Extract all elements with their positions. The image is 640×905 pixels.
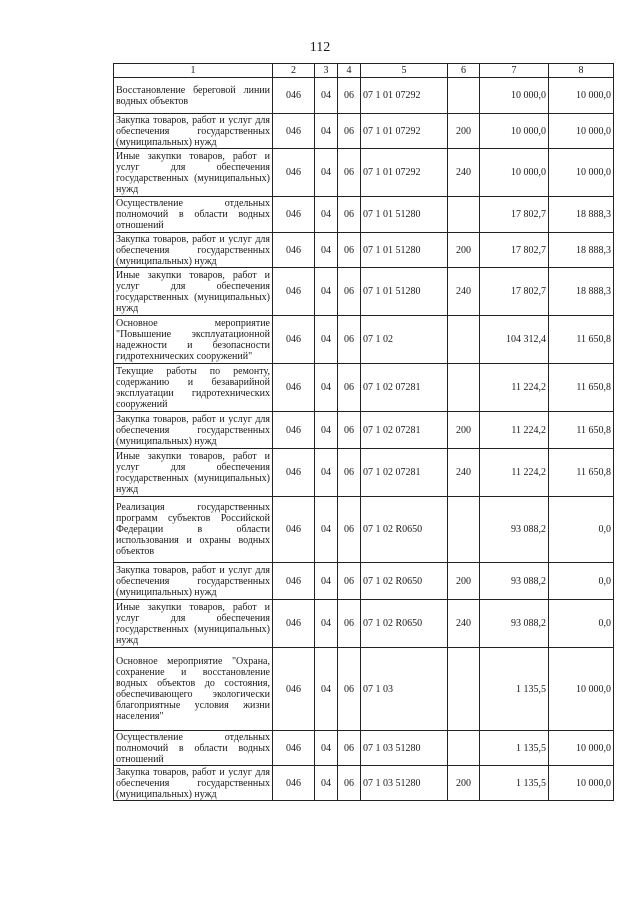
row-expense-type: 240 (448, 149, 480, 197)
row-name: Основное мероприятие "Повышение эксплуатационной надежности и безопасности гидротехнических сооружений" (114, 316, 273, 364)
row-subsection: 06 (338, 563, 361, 600)
row-amount-col8: 0,0 (549, 600, 614, 648)
column-header: 2 (273, 64, 315, 78)
row-code: 046 (273, 364, 315, 412)
row-amount-col8: 10 000,0 (549, 766, 614, 801)
column-header: 7 (480, 64, 549, 78)
row-amount-col8: 0,0 (549, 497, 614, 563)
row-name: Закупка товаров, работ и услуг для обеспечения государственных (муниципальных) нужд (114, 114, 273, 149)
row-amount-col8: 11 650,8 (549, 364, 614, 412)
row-expense-type (448, 648, 480, 731)
row-expense-type: 240 (448, 268, 480, 316)
row-expense-type (448, 731, 480, 766)
table-row (114, 233, 614, 268)
row-name: Иные закупки товаров, работ и услуг для обеспечения государственных (муниципальных) нужд (114, 449, 273, 497)
row-subsection: 06 (338, 731, 361, 766)
row-expense-type (448, 316, 480, 364)
row-code: 046 (273, 731, 315, 766)
column-header: 3 (315, 64, 338, 78)
column-header: 1 (114, 64, 273, 78)
table-row (114, 648, 614, 731)
table-row (114, 268, 614, 316)
row-amount-col7: 1 135,5 (480, 648, 549, 731)
row-code: 046 (273, 449, 315, 497)
row-amount-col7: 10 000,0 (480, 149, 549, 197)
row-code: 046 (273, 114, 315, 149)
table-row (114, 497, 614, 563)
row-section: 04 (315, 316, 338, 364)
row-code: 046 (273, 233, 315, 268)
row-target-article: 07 1 03 51280 (361, 731, 448, 766)
row-code: 046 (273, 563, 315, 600)
row-code: 046 (273, 197, 315, 233)
row-target-article: 07 1 01 51280 (361, 233, 448, 268)
row-section: 04 (315, 449, 338, 497)
row-expense-type (448, 364, 480, 412)
row-target-article: 07 1 02 07281 (361, 412, 448, 449)
row-amount-col7: 10 000,0 (480, 114, 549, 149)
row-name: Закупка товаров, работ и услуг для обеспечения государственных (муниципальных) нужд (114, 563, 273, 600)
row-expense-type (448, 78, 480, 114)
row-target-article: 07 1 02 R0650 (361, 600, 448, 648)
row-target-article: 07 1 02 (361, 316, 448, 364)
row-expense-type: 240 (448, 449, 480, 497)
table-row (114, 197, 614, 233)
row-amount-col8: 10 000,0 (549, 78, 614, 114)
row-expense-type (448, 497, 480, 563)
row-amount-col8: 11 650,8 (549, 412, 614, 449)
table-header-row (114, 64, 614, 78)
row-amount-col7: 1 135,5 (480, 766, 549, 801)
row-section: 04 (315, 766, 338, 801)
row-subsection: 06 (338, 149, 361, 197)
table-row (114, 449, 614, 497)
row-name: Реализация государственных программ субъектов Российской Федерации в области использования и охраны водных объектов (114, 497, 273, 563)
row-name: Закупка товаров, работ и услуг для обеспечения государственных (муниципальных) нужд (114, 412, 273, 449)
row-target-article: 07 1 03 51280 (361, 766, 448, 801)
row-code: 046 (273, 149, 315, 197)
table-row (114, 316, 614, 364)
table-row (114, 600, 614, 648)
row-target-article: 07 1 03 (361, 648, 448, 731)
column-header: 4 (338, 64, 361, 78)
row-subsection: 06 (338, 648, 361, 731)
row-amount-col7: 10 000,0 (480, 78, 549, 114)
row-code: 046 (273, 497, 315, 563)
table-row (114, 364, 614, 412)
row-amount-col8: 18 888,3 (549, 233, 614, 268)
row-subsection: 06 (338, 268, 361, 316)
budget-table (113, 63, 614, 801)
row-section: 04 (315, 648, 338, 731)
row-expense-type: 200 (448, 412, 480, 449)
row-section: 04 (315, 197, 338, 233)
row-amount-col8: 10 000,0 (549, 648, 614, 731)
row-amount-col7: 11 224,2 (480, 449, 549, 497)
row-name: Закупка товаров, работ и услуг для обеспечения государственных (муниципальных) нужд (114, 233, 273, 268)
row-section: 04 (315, 600, 338, 648)
row-target-article: 07 1 01 07292 (361, 114, 448, 149)
row-amount-col8: 10 000,0 (549, 149, 614, 197)
table-row (114, 114, 614, 149)
row-subsection: 06 (338, 114, 361, 149)
row-amount-col8: 18 888,3 (549, 197, 614, 233)
row-section: 04 (315, 114, 338, 149)
table-row (114, 731, 614, 766)
column-header: 8 (549, 64, 614, 78)
row-subsection: 06 (338, 316, 361, 364)
row-subsection: 06 (338, 449, 361, 497)
row-code: 046 (273, 78, 315, 114)
table-row (114, 766, 614, 801)
row-amount-col7: 17 802,7 (480, 268, 549, 316)
row-expense-type (448, 197, 480, 233)
table-row (114, 412, 614, 449)
row-section: 04 (315, 78, 338, 114)
row-target-article: 07 1 02 07281 (361, 449, 448, 497)
row-section: 04 (315, 731, 338, 766)
row-section: 04 (315, 412, 338, 449)
column-header: 5 (361, 64, 448, 78)
row-expense-type: 200 (448, 563, 480, 600)
row-target-article: 07 1 02 07281 (361, 364, 448, 412)
row-amount-col7: 11 224,2 (480, 412, 549, 449)
row-subsection: 06 (338, 766, 361, 801)
row-name: Восстановление береговой линии водных объектов (114, 78, 273, 114)
row-amount-col7: 104 312,4 (480, 316, 549, 364)
row-code: 046 (273, 600, 315, 648)
row-amount-col7: 11 224,2 (480, 364, 549, 412)
row-name: Закупка товаров, работ и услуг для обеспечения государственных (муниципальных) нужд (114, 766, 273, 801)
row-amount-col8: 0,0 (549, 563, 614, 600)
row-target-article: 07 1 01 07292 (361, 78, 448, 114)
table-row (114, 149, 614, 197)
row-subsection: 06 (338, 78, 361, 114)
row-amount-col7: 17 802,7 (480, 233, 549, 268)
row-code: 046 (273, 648, 315, 731)
page-number: 112 (309, 40, 331, 55)
row-amount-col7: 1 135,5 (480, 731, 549, 766)
row-code: 046 (273, 766, 315, 801)
row-name: Осуществление отдельных полномочий в области водных отношений (114, 731, 273, 766)
row-code: 046 (273, 412, 315, 449)
row-target-article: 07 1 01 07292 (361, 149, 448, 197)
row-amount-col8: 11 650,8 (549, 316, 614, 364)
row-name: Основное мероприятие "Охрана, сохранение и восстановление водных объектов до состояния, обеспечивающего экологически благоприятные условия жизни населения" (114, 648, 273, 731)
row-name: Иные закупки товаров, работ и услуг для обеспечения государственных (муниципальных) нужд (114, 600, 273, 648)
row-subsection: 06 (338, 600, 361, 648)
row-amount-col8: 10 000,0 (549, 731, 614, 766)
row-amount-col8: 18 888,3 (549, 268, 614, 316)
row-amount-col7: 93 088,2 (480, 600, 549, 648)
row-amount-col7: 93 088,2 (480, 563, 549, 600)
row-name: Текущие работы по ремонту, содержанию и безаварийной эксплуатации гидротехнических сооружений (114, 364, 273, 412)
column-header: 6 (448, 64, 480, 78)
row-section: 04 (315, 268, 338, 316)
row-name: Иные закупки товаров, работ и услуг для обеспечения государственных (муниципальных) нужд (114, 268, 273, 316)
row-expense-type: 200 (448, 766, 480, 801)
row-amount-col7: 17 802,7 (480, 197, 549, 233)
row-subsection: 06 (338, 364, 361, 412)
row-subsection: 06 (338, 412, 361, 449)
row-target-article: 07 1 01 51280 (361, 268, 448, 316)
row-section: 04 (315, 233, 338, 268)
row-amount-col8: 11 650,8 (549, 449, 614, 497)
row-expense-type: 240 (448, 600, 480, 648)
table-row (114, 78, 614, 114)
row-subsection: 06 (338, 497, 361, 563)
row-subsection: 06 (338, 197, 361, 233)
row-name: Осуществление отдельных полномочий в области водных отношений (114, 197, 273, 233)
row-amount-col7: 93 088,2 (480, 497, 549, 563)
row-name: Иные закупки товаров, работ и услуг для обеспечения государственных (муниципальных) нужд (114, 149, 273, 197)
row-target-article: 07 1 01 51280 (361, 197, 448, 233)
row-target-article: 07 1 02 R0650 (361, 563, 448, 600)
row-target-article: 07 1 02 R0650 (361, 497, 448, 563)
row-code: 046 (273, 268, 315, 316)
table-row (114, 563, 614, 600)
row-expense-type: 200 (448, 114, 480, 149)
row-section: 04 (315, 149, 338, 197)
row-section: 04 (315, 497, 338, 563)
row-expense-type: 200 (448, 233, 480, 268)
row-code: 046 (273, 316, 315, 364)
row-section: 04 (315, 563, 338, 600)
row-subsection: 06 (338, 233, 361, 268)
row-amount-col8: 10 000,0 (549, 114, 614, 149)
row-section: 04 (315, 364, 338, 412)
